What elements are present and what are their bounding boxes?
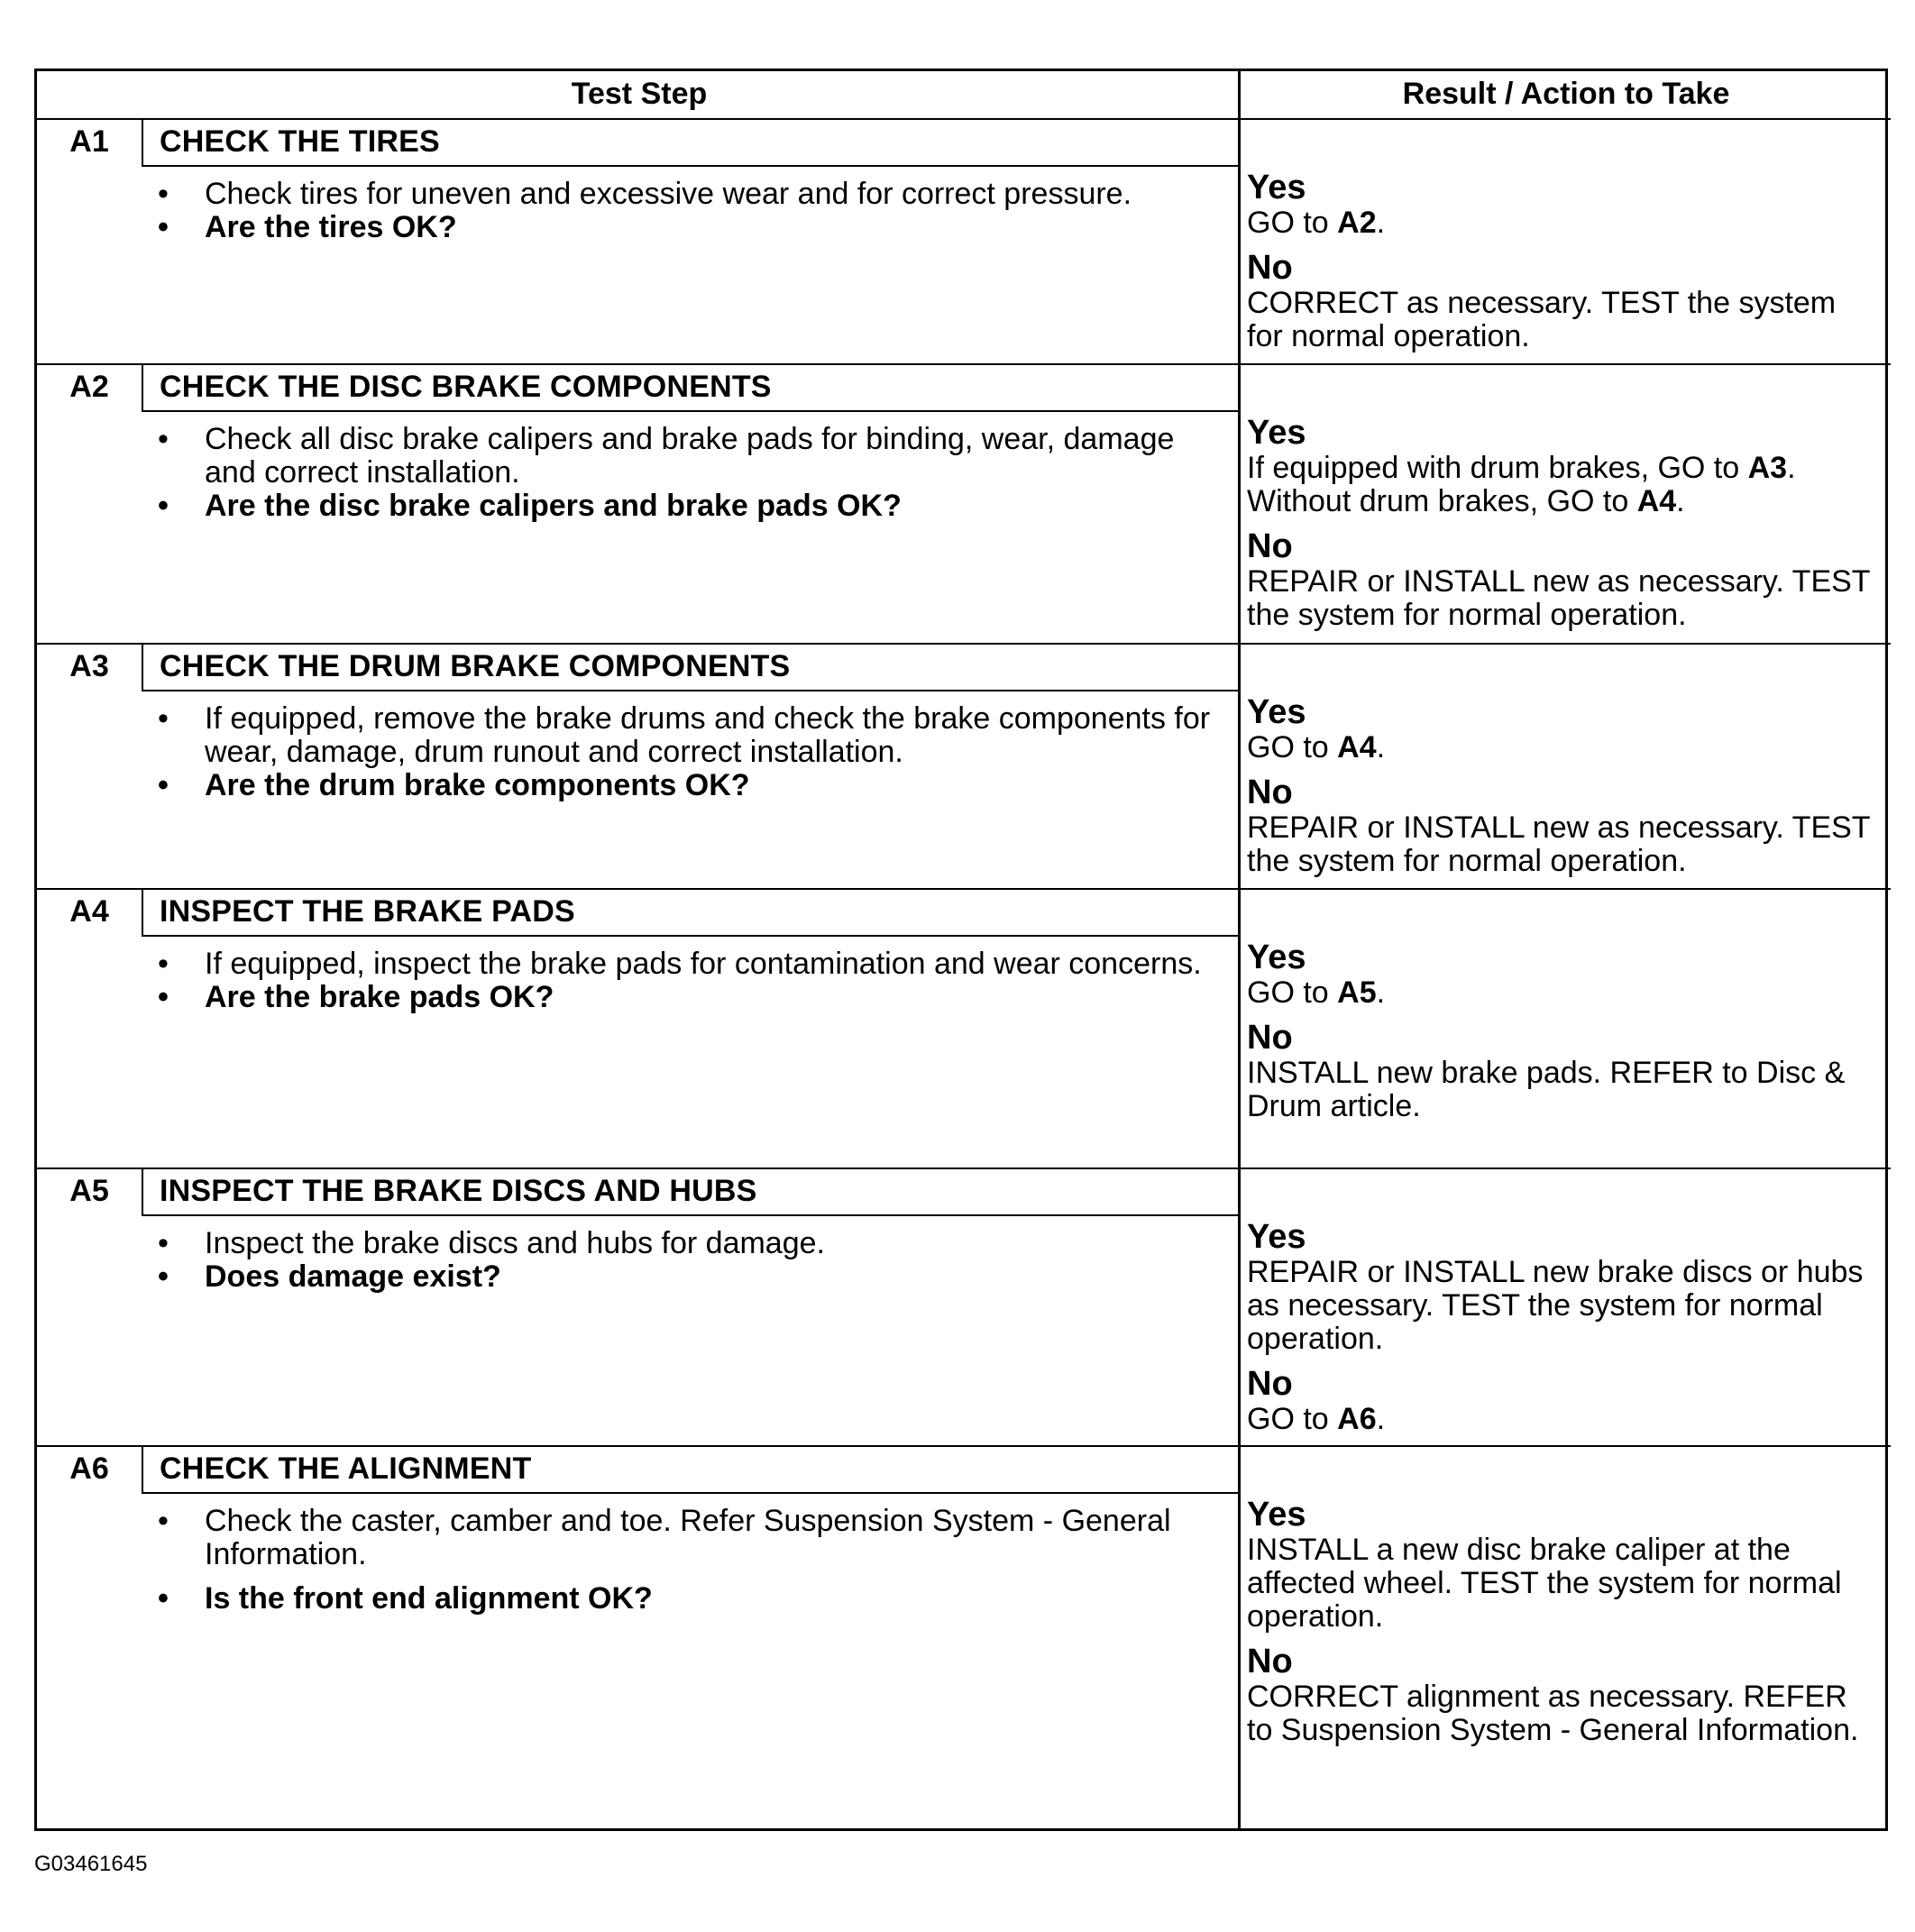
action-text: . (1376, 975, 1386, 1010)
bullet-icon: • (158, 947, 169, 981)
action-text: INSTALL a new disc brake caliper at the affected wheel. TEST the system for normal operation. (1247, 1533, 1842, 1634)
step-title-underline (142, 690, 1238, 691)
step-id: A3 (69, 649, 109, 683)
step-id-divider (142, 1445, 143, 1494)
action-text: REPAIR or INSTALL new as necessary. TEST the system for normal operation. (1247, 810, 1870, 878)
bullet-text: Are the disc brake calipers and brake pads OK? (205, 489, 902, 523)
yes-action (1247, 206, 1878, 240)
action-text: GO to (1247, 730, 1338, 765)
action-text: If equipped with drum brakes, GO to (1247, 451, 1748, 485)
bullet-icon: • (158, 701, 169, 736)
step-title: INSPECT THE BRAKE DISCS AND HUBS (160, 1174, 757, 1208)
bullet-text: If equipped, inspect the brake pads for contamination and wear concerns. (205, 947, 1202, 981)
step-instruction (154, 423, 1218, 490)
step-title: INSPECT THE BRAKE PADS (160, 894, 575, 929)
step-title-underline (142, 165, 1238, 167)
step-result (1247, 693, 1878, 887)
bullet-text: If equipped, remove the brake drums and check the brake components for wear, damage, drum runout and correct installation. (205, 701, 1211, 769)
step-reference: A2 (1337, 206, 1377, 240)
step-id-divider (142, 1167, 143, 1216)
action-text: GO to (1247, 206, 1338, 240)
action-text: GO to (1247, 975, 1338, 1010)
no-action (1247, 811, 1878, 878)
step-id: A5 (69, 1174, 109, 1208)
step-instruction (154, 1505, 1218, 1571)
step-instructions (154, 1505, 1218, 1616)
step-id: A2 (69, 370, 109, 404)
step-instruction (154, 702, 1218, 769)
no-action (1247, 1680, 1878, 1747)
no-action (1247, 1057, 1878, 1123)
test-step-table (34, 69, 1888, 1831)
yes-label: Yes (1247, 1496, 1306, 1534)
bullet-icon: • (158, 1581, 169, 1616)
bullet-icon: • (158, 1226, 169, 1260)
step-question (154, 1582, 1218, 1616)
yes-action (1247, 976, 1878, 1010)
bullet-text: Are the brake pads OK? (205, 980, 554, 1014)
no-label: No (1247, 527, 1293, 565)
step-title-underline (142, 935, 1238, 937)
bullet-icon: • (158, 210, 169, 244)
step-instructions (154, 702, 1218, 802)
step-result (1247, 169, 1878, 362)
step-instruction (154, 1227, 1218, 1260)
no-action (1247, 287, 1878, 353)
bullet-text: Is the front end alignment OK? (205, 1581, 653, 1616)
step-title-underline (142, 1214, 1238, 1216)
step-id-divider (142, 888, 143, 937)
step-instruction (154, 178, 1218, 211)
action-text: . (1676, 484, 1685, 518)
step-question (154, 769, 1218, 802)
bullet-text: Check tires for uneven and excessive wear and for correct pressure. (205, 177, 1132, 211)
yes-label: Yes (1247, 939, 1306, 976)
step-title: CHECK THE ALIGNMENT (160, 1451, 532, 1486)
step-title: CHECK THE DRUM BRAKE COMPONENTS (160, 649, 791, 683)
action-text: CORRECT alignment as necessary. REFER to Suspension System - General Information. (1247, 1680, 1859, 1747)
step-instructions (154, 948, 1218, 1014)
bullet-text: Does damage exist? (205, 1259, 501, 1294)
yes-label: Yes (1247, 1218, 1306, 1256)
yes-action (1247, 452, 1878, 518)
step-question (154, 1260, 1218, 1294)
bullet-icon: • (158, 177, 169, 211)
bullet-icon: • (158, 489, 169, 523)
yes-label: Yes (1247, 693, 1306, 731)
no-label: No (1247, 1019, 1293, 1057)
step-id: A1 (69, 124, 109, 159)
step-title: CHECK THE DISC BRAKE COMPONENTS (160, 370, 772, 404)
step-reference: A4 (1337, 730, 1377, 765)
header-result-action: Result / Action to Take (1402, 77, 1730, 111)
bullet-text: Check all disc brake calipers and brake pads for binding, wear, damage and correct installation. (205, 422, 1175, 490)
bullet-icon: • (158, 422, 169, 456)
step-question (154, 211, 1218, 244)
no-label: No (1247, 1643, 1293, 1680)
action-text: REPAIR or INSTALL new brake discs or hubs as necessary. TEST the system for normal operation. (1247, 1255, 1864, 1356)
step-result (1247, 414, 1878, 641)
step-result (1247, 939, 1878, 1132)
no-label: No (1247, 249, 1293, 287)
action-text: REPAIR or INSTALL new as necessary. TEST the system for normal operation. (1247, 564, 1870, 632)
bullet-text: Are the tires OK? (205, 210, 457, 244)
yes-action (1247, 731, 1878, 765)
yes-action (1247, 1534, 1878, 1634)
step-id: A4 (69, 894, 109, 929)
yes-action (1247, 1256, 1878, 1356)
step-reference: A4 (1636, 484, 1677, 518)
no-label: No (1247, 774, 1293, 811)
bullet-text: Inspect the brake discs and hubs for damage. (205, 1226, 825, 1260)
step-question (154, 490, 1218, 523)
no-label: No (1247, 1365, 1293, 1403)
step-title: CHECK THE TIRES (160, 124, 440, 159)
step-instructions (154, 178, 1218, 244)
bullet-icon: • (158, 1259, 169, 1294)
step-instruction (154, 948, 1218, 981)
yes-label: Yes (1247, 414, 1306, 452)
step-id: A6 (69, 1451, 109, 1486)
bullet-icon: • (158, 768, 169, 802)
step-id-divider (142, 643, 143, 691)
no-action (1247, 1403, 1878, 1436)
step-title-underline (142, 1492, 1238, 1494)
action-text: INSTALL new brake pads. REFER to Disc & Drum article. (1247, 1056, 1846, 1123)
action-text: . (1376, 206, 1386, 240)
step-reference: A5 (1337, 975, 1377, 1010)
step-id-divider (142, 363, 143, 412)
step-instructions (154, 1227, 1218, 1294)
action-text: . (1376, 1402, 1386, 1436)
header-test-step: Test Step (571, 77, 708, 111)
column-divider (1238, 71, 1241, 1828)
step-id-divider (142, 118, 143, 167)
step-reference: A3 (1747, 451, 1788, 485)
step-reference: A6 (1337, 1402, 1377, 1436)
bullet-text: Are the drum brake components OK? (205, 768, 750, 802)
figure-id: G03461645 (34, 1852, 148, 1876)
yes-label: Yes (1247, 169, 1306, 206)
step-result (1247, 1496, 1878, 1756)
bullet-icon: • (158, 980, 169, 1014)
bullet-text: Check the caster, camber and toe. Refer Suspension System - General Information. (205, 1504, 1171, 1571)
step-result (1247, 1218, 1878, 1445)
bullet-icon: • (158, 1504, 169, 1538)
step-title-underline (142, 410, 1238, 412)
action-text: . (1376, 730, 1386, 765)
step-instructions (154, 423, 1218, 523)
no-action (1247, 565, 1878, 632)
action-text: . Without drum brakes, GO to (1247, 451, 1796, 518)
step-question (154, 981, 1218, 1014)
action-text: GO to (1247, 1402, 1338, 1436)
action-text: CORRECT as necessary. TEST the system for normal operation. (1247, 286, 1837, 353)
